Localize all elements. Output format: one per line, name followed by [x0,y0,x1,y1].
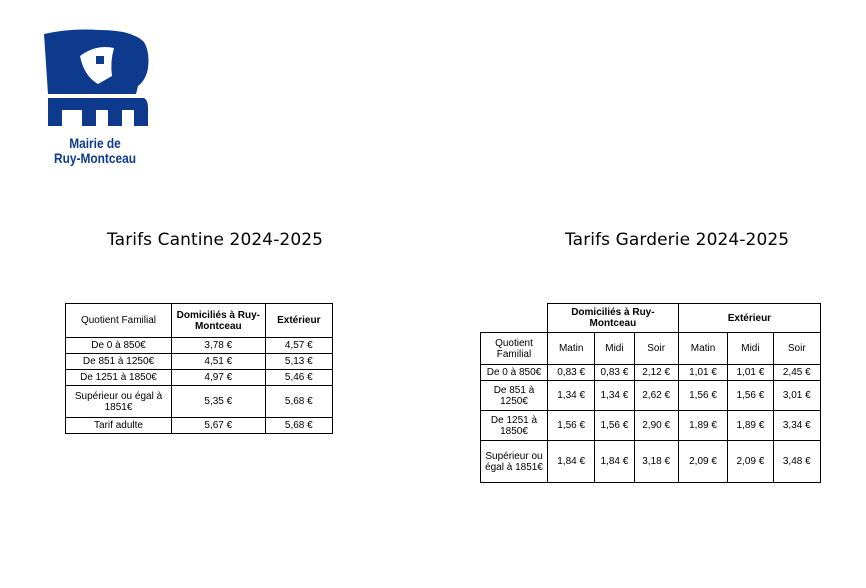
table-cell: 2,12 € [634,365,678,381]
col-header-quotient: Quotient Familial [481,333,548,365]
col-header-midi: Midi [728,333,773,365]
col-header-soir: Soir [634,333,678,365]
table-row [481,365,821,381]
group-header-exterieur: Extérieur [678,304,820,333]
group-header-domicilies: Domiciliés à Ruy-Montceau [547,304,678,333]
col-header-exterieur: Extérieur [265,304,332,338]
table-cell: De 1251 à 1850€ [481,411,548,441]
table-cell: 2,90 € [634,411,678,441]
table-cell: 5,68 € [265,418,332,434]
table-cell: 4,51 € [171,354,265,370]
table-cell: De 0 à 850€ [66,338,172,354]
logo-line1: Mairie de [69,135,121,151]
logo-text [48,136,142,166]
table-cell: De 0 à 850€ [481,365,548,381]
table-cell: 5,68 € [265,386,332,418]
table-cell: 4,97 € [171,370,265,386]
table-row [66,354,333,370]
table-cell: 1,89 € [728,411,773,441]
table-cell: 0,83 € [595,365,634,381]
table-cell: 1,84 € [547,441,594,483]
table-cell: 2,45 € [773,365,820,381]
table-cell: 3,01 € [773,381,820,411]
table-cell: 1,56 € [728,381,773,411]
cantine-table [65,303,333,434]
table-cell: 1,01 € [678,365,727,381]
table-cell: 3,48 € [773,441,820,483]
table-header-row [66,304,333,338]
elephant-logo-icon [40,28,150,136]
col-header-midi: Midi [595,333,634,365]
table-cell: Supérieur ou égal à 1851€ [481,441,548,483]
col-header-matin: Matin [547,333,594,365]
table-cell: Tarif adulte [66,418,172,434]
table-cell: De 851 à 1250€ [481,381,548,411]
table-row [66,370,333,386]
table-row [66,386,333,418]
table-cell: 1,89 € [678,411,727,441]
table-cell: 1,01 € [728,365,773,381]
garderie-table [480,303,821,483]
table-cell: 5,35 € [171,386,265,418]
logo-line2: Ruy-Montceau [54,150,136,166]
col-header-matin: Matin [678,333,727,365]
table-row [66,338,333,354]
table-cell: 2,62 € [634,381,678,411]
cantine-title: Tarifs Cantine 2024-2025 [107,230,324,250]
table-cell: 1,34 € [547,381,594,411]
table-row [66,418,333,434]
table-cell: 3,78 € [171,338,265,354]
table-cell: 1,56 € [678,381,727,411]
table-group-header-row [481,304,821,333]
table-cell: 5,13 € [265,354,332,370]
col-header-quotient: Quotient Familial [66,304,172,338]
garderie-title: Tarifs Garderie 2024-2025 [565,230,790,250]
empty-corner-cell [481,304,548,333]
table-cell: 1,56 € [547,411,594,441]
table-header-row [481,333,821,365]
table-row [481,411,821,441]
table-cell: Supérieur ou égal à 1851€ [66,386,172,418]
col-header-domicilies: Domiciliés à Ruy-Montceau [171,304,265,338]
table-cell: 5,46 € [265,370,332,386]
table-row [481,381,821,411]
table-cell: 1,34 € [595,381,634,411]
table-cell: 3,18 € [634,441,678,483]
table-cell: 3,34 € [773,411,820,441]
table-cell: De 851 à 1250€ [66,354,172,370]
table-cell: 0,83 € [547,365,594,381]
table-cell: 5,67 € [171,418,265,434]
table-row [481,441,821,483]
table-cell: 2,09 € [678,441,727,483]
table-cell: 2,09 € [728,441,773,483]
table-cell: 1,56 € [595,411,634,441]
table-cell: 1,84 € [595,441,634,483]
table-cell: 4,57 € [265,338,332,354]
table-cell: De 1251 à 1850€ [66,370,172,386]
col-header-soir: Soir [773,333,820,365]
